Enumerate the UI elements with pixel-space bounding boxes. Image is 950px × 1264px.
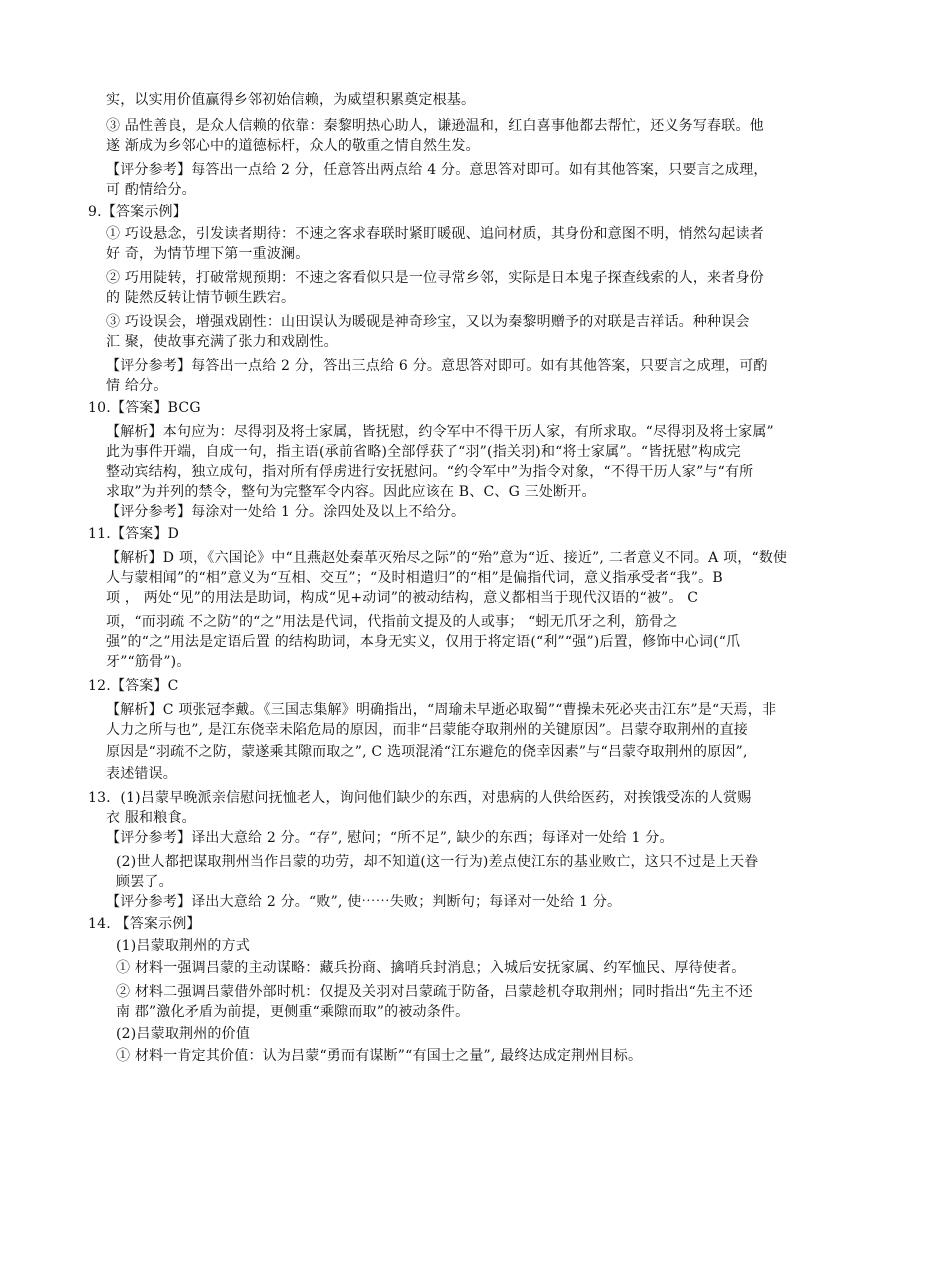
question-heading: 10.【答案】BCG bbox=[88, 400, 201, 416]
text-line: 南 郡”激化矛盾为前提，更侧重“乘隙而取”的被动条件。 bbox=[116, 1004, 470, 1020]
text-line: (2)吕蒙取荆州的价值 bbox=[116, 1026, 251, 1042]
text-line: ① 材料一强调吕蒙的主动谋略：藏兵扮商、擒哨兵封消息；入城后安抚家属、约军恤民、厚待使者。 bbox=[116, 960, 746, 976]
text-line: 人与蒙相闻”的“相”意义为“互相、交互”；“及时相遣归”的“相”是偏指代词，意义指承受者“我”。B bbox=[106, 570, 723, 586]
text-line: 项，“而羽疏 不之防”的“之”用法是代词，代指前文提及的人或事； “蚓无爪牙之利，筋骨之 bbox=[106, 614, 678, 630]
text-line: 可 酌情给分。 bbox=[106, 182, 196, 198]
text-line: 整动宾结构，独立成句，指对所有俘虏进行安抚慰问。“约令军中”为指令对象，“不得干历人家”与“有所 bbox=[106, 464, 754, 480]
text-line: 好 奇，为情节埋下第一重波澜。 bbox=[106, 246, 310, 262]
text-line: 【评分参考】译出大意给 2 分。“败”, 使⋯⋯失败；判断句；每译对一处给 1 分。 bbox=[106, 894, 622, 910]
text-line: 【评分参考】每涂对一处给 1 分。涂四处及以上不给分。 bbox=[106, 504, 466, 520]
text-line: 求取”为并列的禁令，整句为完整军令内容。因此应该在 B、C、G 三处断开。 bbox=[106, 484, 596, 500]
text-line: 汇 聚，使故事充满了张力和戏剧性。 bbox=[106, 334, 338, 350]
text-line: ① 材料一肯定其价值：认为吕蒙“勇而有谋断”“有国士之量”, 最终达成定荆州目标。 bbox=[116, 1048, 643, 1064]
text-line: 【评分参考】每答出一点给 2 分，答出三点给 6 分。意思答对即可。如有其他答案，只要言之成理，可酌 bbox=[106, 358, 768, 374]
text-line: 实，以实用价值赢得乡邻初始信赖，为威望积累奠定根基。 bbox=[106, 92, 476, 108]
text-line: 【解析】C 项张冠李戴。《三国志集解》明确指出，“周瑜未早逝必取蜀”“曹操未死必夹击江东”是“天焉，非 bbox=[106, 702, 777, 718]
text-line: 【评分参考】译出大意给 2 分。“存”, 慰问；“所不足”, 缺少的东西；每译对一处给 1 分。 bbox=[106, 830, 674, 846]
text-line: 项 ， 两处“见”的用法是助词，构成“见+动词”的被动结构，意义都相当于现代汉语的“被”。 C bbox=[106, 590, 699, 606]
question-heading: 14. 【答案示例】 bbox=[88, 916, 201, 932]
text-line: (1)吕蒙取荆州的方式 bbox=[116, 938, 251, 954]
text-line: ① 巧设悬念，引发读者期待：不速之客求春联时紧盯暖砚、追问材质，其身份和意图不明，悄然勾起读者 bbox=[106, 226, 764, 242]
text-line: 强”的“之”用法是定语后置 的结构助词，本身无实义，仅用于将定语(“利”“强”)后置，修饰中心词(“爪 bbox=[106, 634, 741, 650]
question-heading: 13．(1)吕蒙早晚派亲信慰问抚恤老人，询问他们缺少的东西，对患病的人供给医药，对挨饿受冻的人赏赐 bbox=[88, 790, 752, 806]
question-heading: 11.【答案】D bbox=[88, 526, 180, 542]
text-line: ③ 巧设误会，增强戏剧性：山田误认为暖砚是神奇珍宝，又以为秦黎明赠予的对联是吉祥话。种种误会 bbox=[106, 314, 750, 330]
text-line: 顾罢了。 bbox=[116, 874, 173, 890]
text-line: 此为事件开端，自成一句，指主语(承前省略)全部俘获了“羽”(指关羽)和“将士家属”。“皆抚慰”构成完 bbox=[106, 444, 741, 460]
text-line: 的 陡然反转让情节顿生跌宕。 bbox=[106, 290, 296, 306]
text-line: 衣 服和粮食。 bbox=[106, 810, 196, 826]
text-line: 【评分参考】每答出一点给 2 分，任意答出两点给 4 分。意思答对即可。如有其他答案，只要言之成理， bbox=[106, 162, 768, 178]
text-line: 牙”“筋骨”)。 bbox=[106, 654, 191, 670]
text-line: ② 巧用陡转，打破常规预期：不速之客看似只是一位寻常乡邻，实际是日本鬼子探查线索的人，来者身份 bbox=[106, 270, 764, 286]
text-line: ② 材料二强调吕蒙借外部时机：仅提及关羽对吕蒙疏于防备，吕蒙趁机夺取荆州；同时指出“先主不还 bbox=[116, 984, 753, 1000]
question-heading: 12.【答案】C bbox=[88, 678, 179, 694]
text-line: 原因是“羽疏不之防，蒙遂乘其隙而取之”, C 选项混淆“江东避危的侥幸因素”与“吕蒙夺取荆州的原因”, bbox=[106, 744, 748, 760]
text-line: 遂 渐成为乡邻心中的道德标杆，众人的敬重之情自然生发。 bbox=[106, 138, 480, 154]
text-line: 【解析】本句应为：尽得羽及将士家属，皆抚慰，约令军中不得干历人家，有所求取。“尽得羽及将士家属” bbox=[106, 424, 774, 440]
text-line: ③ 品性善良，是众人信赖的依靠：秦黎明热心助人，谦逊温和，红白喜事他都去帮忙，还义务写春联。他 bbox=[106, 118, 764, 134]
text-line: 【解析】D 项，《六国论》中“且燕赵处秦革灭殆尽之际”的“殆”意为“近、接近”, 二者意义不同。A 项，“数使 bbox=[106, 550, 788, 566]
question-heading: 9.【答案示例】 bbox=[88, 204, 187, 220]
text-line: 人力之所与也”, 是江东侥幸未陷危局的原因，而非“吕蒙能夺取荆州的关键原因”。吕蒙夺取荆州的直接 bbox=[106, 722, 748, 738]
text-line: 表述错误。 bbox=[106, 766, 177, 782]
text-line: 情 给分。 bbox=[106, 378, 168, 394]
text-line: (2)世人都把谋取荆州当作吕蒙的功劳，却不知道(这一行为)差点使江东的基业败亡，这只不过是上天眷 bbox=[116, 854, 759, 870]
